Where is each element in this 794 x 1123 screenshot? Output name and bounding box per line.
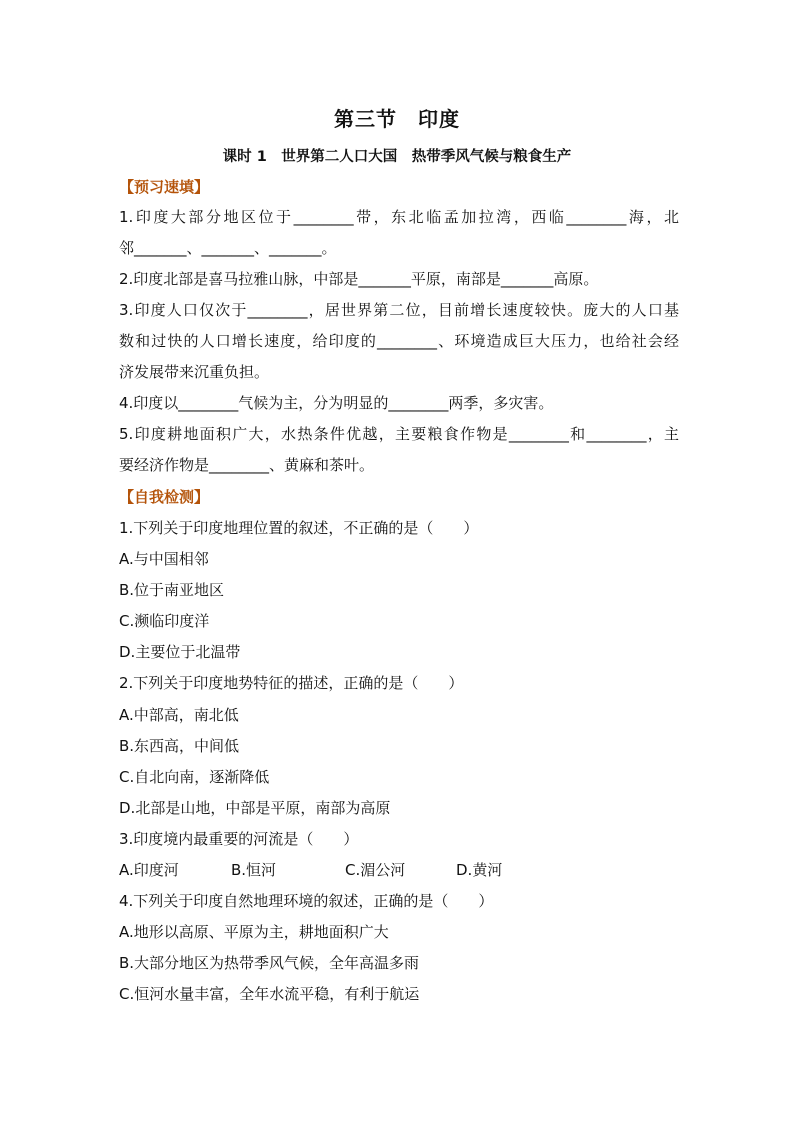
answer-option: B.恒河 [231, 861, 277, 879]
answer-option: C.湄公河 [345, 861, 406, 879]
answer-option: A.地形以高原、平原为主，耕地面积广大 [119, 923, 389, 941]
question-stem: 1.下列关于印度地理位置的叙述，不正确的是（ ） [119, 519, 479, 537]
preview-line: 数和过快的人口增长速度，给印度的________、环境造成巨大压力，也给社会经 [119, 332, 679, 350]
answer-option: A.与中国相邻 [119, 550, 209, 568]
answer-option: D.北部是山地，中部是平原，南部为高原 [119, 799, 391, 817]
selfcheck-heading: 【自我检测】 [119, 488, 210, 506]
answer-options-row [119, 860, 679, 880]
preview-line: 4.印度以________气候为主，分为明显的________两季，多灾害。 [119, 394, 554, 412]
answer-option: C.恒河水量丰富，全年水流平稳，有利于航运 [119, 985, 420, 1003]
answer-option: C.濒临印度洋 [119, 612, 210, 630]
answer-option: B.大部分地区为热带季风气候，全年高温多雨 [119, 954, 420, 972]
answer-option: A.中部高，南北低 [119, 706, 239, 724]
preview-line: 济发展带来沉重负担。 [119, 363, 270, 381]
preview-line: 1.印度大部分地区位于________带，东北临孟加拉湾，西临________海，北 [119, 208, 679, 226]
preview-line: 要经济作物是________、黄麻和茶叶。 [119, 456, 375, 474]
preview-line: 5.印度耕地面积广大，水热条件优越，主要粮食作物是________和________，主 [119, 425, 679, 443]
answer-option: A.印度河 [119, 861, 179, 879]
answer-option: B.位于南亚地区 [119, 581, 225, 599]
question-stem: 2.下列关于印度地势特征的描述，正确的是（ ） [119, 674, 464, 692]
lesson-subtitle: 课时 1 世界第二人口大国 热带季风气候与粮食生产 [222, 149, 572, 165]
page-title: 第三节 印度 [334, 107, 460, 131]
preview-line: 3.印度人口仅次于________，居世界第二位，目前增长速度较快。庞大的人口基 [119, 301, 679, 319]
question-stem: 3.印度境内最重要的河流是（ ） [119, 830, 359, 848]
answer-option: C.自北向南，逐渐降低 [119, 768, 270, 786]
preview-heading: 【预习速填】 [119, 178, 210, 196]
question-stem: 4.下列关于印度自然地理环境的叙述，正确的是（ ） [119, 892, 494, 910]
answer-option: D.主要位于北温带 [119, 643, 241, 661]
answer-option: B.东西高，中间低 [119, 737, 240, 755]
answer-option: D.黄河 [456, 861, 503, 879]
preview-line: 邻_______、_______、_______。 [119, 239, 337, 257]
preview-line: 2.印度北部是喜马拉雅山脉，中部是_______平原，南部是_______高原。 [119, 270, 599, 288]
